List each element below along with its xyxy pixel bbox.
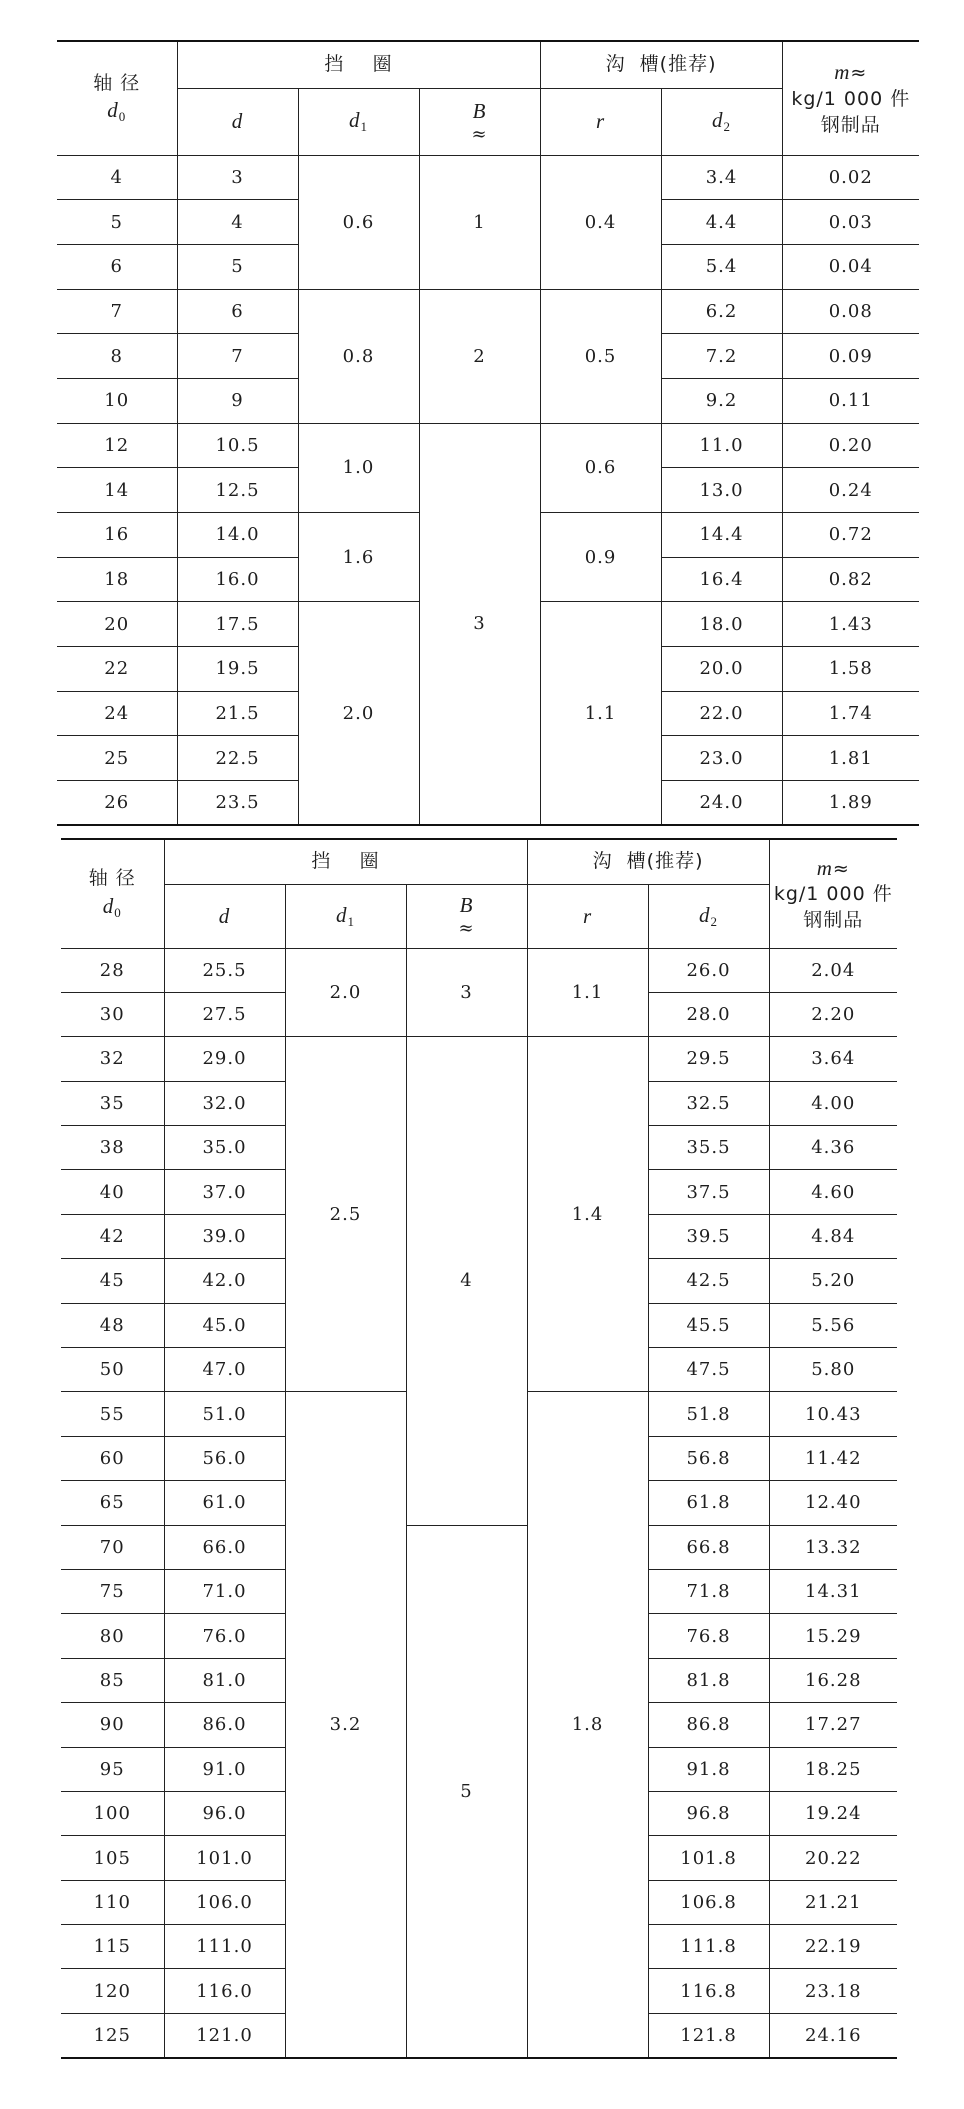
cell-b: 5 [406, 1525, 527, 2058]
cell-d0: 30 [61, 992, 164, 1036]
cell-d: 19.5 [177, 647, 298, 692]
cell-m: 2.20 [769, 992, 897, 1036]
cell-b: 4 [406, 1037, 527, 1525]
cell-d2: 96.8 [648, 1791, 769, 1835]
cell-m: 0.03 [782, 200, 919, 245]
cell-d0: 48 [61, 1303, 164, 1347]
cell-b: 2 [419, 289, 540, 423]
cell-d2: 29.5 [648, 1037, 769, 1081]
cell-d2: 32.5 [648, 1081, 769, 1125]
cell-r: 1.8 [527, 1392, 648, 2058]
cell-d: 29.0 [164, 1037, 285, 1081]
cell-d1: 0.6 [298, 155, 419, 289]
cell-d: 101.0 [164, 1836, 285, 1880]
cell-d2: 121.8 [648, 2013, 769, 2057]
retaining-ring-header: 挡 圈 [177, 41, 540, 88]
cell-d: 23.5 [177, 781, 298, 826]
cell-d0: 22 [57, 647, 177, 692]
cell-d: 39.0 [164, 1214, 285, 1258]
cell-d0: 25 [57, 736, 177, 781]
cell-d0: 45 [61, 1259, 164, 1303]
cell-m: 0.08 [782, 289, 919, 334]
cell-d0: 50 [61, 1348, 164, 1392]
col-d2-header: $d_2$ [648, 884, 769, 948]
cell-d: 51.0 [164, 1392, 285, 1436]
cell-d0: 55 [61, 1392, 164, 1436]
cell-d: 96.0 [164, 1791, 285, 1835]
cell-d2: 47.5 [648, 1348, 769, 1392]
cell-m: 13.32 [769, 1525, 897, 1569]
cell-d2: 66.8 [648, 1525, 769, 1569]
cell-d: 91.0 [164, 1747, 285, 1791]
cell-d0: 32 [61, 1037, 164, 1081]
cell-m: 5.20 [769, 1259, 897, 1303]
cell-d2: 3.4 [661, 155, 782, 200]
cell-d0: 120 [61, 1969, 164, 2013]
cell-m: 22.19 [769, 1925, 897, 1969]
cell-d: 9 [177, 378, 298, 423]
shaft-diameter-header: 轴 径 $d_0$ [61, 839, 164, 948]
cell-d0: 75 [61, 1569, 164, 1613]
cell-d0: 5 [57, 200, 177, 245]
cell-r: 1.1 [540, 602, 661, 825]
cell-d2: 5.4 [661, 244, 782, 289]
cell-m: 3.64 [769, 1037, 897, 1081]
cell-r: 0.9 [540, 513, 661, 602]
col-r-header: r [540, 88, 661, 155]
cell-d: 71.0 [164, 1569, 285, 1613]
cell-r: 1.1 [527, 948, 648, 1037]
cell-d2: 9.2 [661, 378, 782, 423]
cell-d0: 40 [61, 1170, 164, 1214]
cell-d0: 105 [61, 1836, 164, 1880]
cell-d0: 12 [57, 423, 177, 468]
cell-d: 22.5 [177, 736, 298, 781]
cell-m: 16.28 [769, 1658, 897, 1702]
cell-d2: 16.4 [661, 557, 782, 602]
cell-d2: 111.8 [648, 1925, 769, 1969]
cell-d2: 45.5 [648, 1303, 769, 1347]
cell-m: 0.82 [782, 557, 919, 602]
cell-d0: 7 [57, 289, 177, 334]
cell-m: 10.43 [769, 1392, 897, 1436]
cell-d2: 61.8 [648, 1481, 769, 1525]
cell-m: 12.40 [769, 1481, 897, 1525]
cell-d1: 2.5 [285, 1037, 406, 1392]
cell-d0: 24 [57, 691, 177, 736]
cell-d2: 6.2 [661, 289, 782, 334]
cell-b: 3 [406, 948, 527, 1037]
groove-header: 沟 槽(推荐) [540, 41, 782, 88]
cell-d0: 95 [61, 1747, 164, 1791]
cell-m: 24.16 [769, 2013, 897, 2057]
cell-r: 1.4 [527, 1037, 648, 1392]
shaft-diameter-header: 轴 径 $d_0$ [57, 41, 177, 155]
cell-d: 111.0 [164, 1925, 285, 1969]
cell-d0: 65 [61, 1481, 164, 1525]
cell-d0: 110 [61, 1880, 164, 1924]
cell-m: 23.18 [769, 1969, 897, 2013]
cell-d: 21.5 [177, 691, 298, 736]
cell-d2: 86.8 [648, 1703, 769, 1747]
cell-m: 1.89 [782, 781, 919, 826]
cell-m: 0.04 [782, 244, 919, 289]
cell-m: 21.21 [769, 1880, 897, 1924]
cell-d0: 4 [57, 155, 177, 200]
cell-d0: 115 [61, 1925, 164, 1969]
cell-d2: 76.8 [648, 1614, 769, 1658]
cell-d2: 26.0 [648, 948, 769, 992]
cell-d: 47.0 [164, 1348, 285, 1392]
cell-d2: 7.2 [661, 334, 782, 379]
retaining-ring-table-1 [57, 40, 919, 826]
cell-d0: 42 [61, 1214, 164, 1258]
cell-d2: 37.5 [648, 1170, 769, 1214]
cell-d1: 0.8 [298, 289, 419, 423]
cell-m: 2.04 [769, 948, 897, 992]
table-row [57, 155, 919, 200]
cell-d0: 16 [57, 513, 177, 558]
cell-d: 6 [177, 289, 298, 334]
retaining-ring-table-2 [61, 838, 897, 2059]
table-row [61, 1037, 897, 1081]
cell-m: 5.80 [769, 1348, 897, 1392]
table-row [61, 948, 897, 992]
table-row [57, 289, 919, 334]
cell-d0: 14 [57, 468, 177, 513]
col-b-header: B ≈ [419, 88, 540, 155]
mass-header: m≈ kg/1 000 件 钢制品 [782, 41, 919, 155]
cell-d: 42.0 [164, 1259, 285, 1303]
cell-m: 14.31 [769, 1569, 897, 1613]
cell-d: 10.5 [177, 423, 298, 468]
cell-d2: 81.8 [648, 1658, 769, 1702]
cell-d: 5 [177, 244, 298, 289]
cell-d2: 116.8 [648, 1969, 769, 2013]
cell-d: 37.0 [164, 1170, 285, 1214]
cell-d: 106.0 [164, 1880, 285, 1924]
groove-header: 沟 槽(推荐) [527, 839, 769, 884]
cell-d: 116.0 [164, 1969, 285, 2013]
cell-d2: 71.8 [648, 1569, 769, 1613]
cell-d1: 1.0 [298, 423, 419, 512]
cell-d2: 13.0 [661, 468, 782, 513]
cell-d: 76.0 [164, 1614, 285, 1658]
mass-header: m≈ kg/1 000 件 钢制品 [769, 839, 897, 948]
cell-d: 81.0 [164, 1658, 285, 1702]
cell-m: 4.84 [769, 1214, 897, 1258]
cell-d: 12.5 [177, 468, 298, 513]
cell-m: 4.60 [769, 1170, 897, 1214]
col-b-header: B ≈ [406, 884, 527, 948]
cell-d0: 18 [57, 557, 177, 602]
cell-d2: 11.0 [661, 423, 782, 468]
cell-m: 4.36 [769, 1126, 897, 1170]
cell-d: 25.5 [164, 948, 285, 992]
cell-d1: 3.2 [285, 1392, 406, 2058]
cell-m: 0.24 [782, 468, 919, 513]
cell-d0: 8 [57, 334, 177, 379]
cell-d2: 35.5 [648, 1126, 769, 1170]
cell-m: 1.81 [782, 736, 919, 781]
cell-d: 27.5 [164, 992, 285, 1036]
cell-m: 0.20 [782, 423, 919, 468]
cell-m: 4.00 [769, 1081, 897, 1125]
cell-m: 15.29 [769, 1614, 897, 1658]
cell-d: 32.0 [164, 1081, 285, 1125]
cell-d: 121.0 [164, 2013, 285, 2057]
cell-r: 0.5 [540, 289, 661, 423]
cell-m: 19.24 [769, 1791, 897, 1835]
cell-d0: 90 [61, 1703, 164, 1747]
cell-m: 11.42 [769, 1436, 897, 1480]
cell-d: 45.0 [164, 1303, 285, 1347]
cell-d: 14.0 [177, 513, 298, 558]
cell-d0: 26 [57, 781, 177, 826]
cell-m: 0.09 [782, 334, 919, 379]
cell-d2: 106.8 [648, 1880, 769, 1924]
cell-d1: 2.0 [285, 948, 406, 1037]
cell-d: 61.0 [164, 1481, 285, 1525]
cell-d2: 20.0 [661, 647, 782, 692]
cell-r: 0.6 [540, 423, 661, 512]
col-r-header: r [527, 884, 648, 948]
cell-r: 0.4 [540, 155, 661, 289]
col-d1-header: $d_1$ [298, 88, 419, 155]
col-d1-header: $d_1$ [285, 884, 406, 948]
cell-d0: 6 [57, 244, 177, 289]
cell-d0: 100 [61, 1791, 164, 1835]
cell-d2: 51.8 [648, 1392, 769, 1436]
cell-b: 1 [419, 155, 540, 289]
cell-d2: 28.0 [648, 992, 769, 1036]
cell-d: 4 [177, 200, 298, 245]
table-row [57, 423, 919, 468]
cell-d2: 42.5 [648, 1259, 769, 1303]
cell-m: 0.11 [782, 378, 919, 423]
cell-d0: 20 [57, 602, 177, 647]
table-row [61, 1525, 897, 1569]
cell-d2: 4.4 [661, 200, 782, 245]
cell-d: 3 [177, 155, 298, 200]
cell-m: 1.58 [782, 647, 919, 692]
cell-m: 1.43 [782, 602, 919, 647]
cell-d0: 125 [61, 2013, 164, 2057]
cell-m: 20.22 [769, 1836, 897, 1880]
cell-d0: 70 [61, 1525, 164, 1569]
cell-m: 0.72 [782, 513, 919, 558]
col-d-header: d [164, 884, 285, 948]
cell-d2: 39.5 [648, 1214, 769, 1258]
cell-d2: 23.0 [661, 736, 782, 781]
cell-d1: 1.6 [298, 513, 419, 602]
col-d-header: d [177, 88, 298, 155]
cell-d0: 60 [61, 1436, 164, 1480]
cell-d: 17.5 [177, 602, 298, 647]
col-d2-header: $d_2$ [661, 88, 782, 155]
cell-d0: 85 [61, 1658, 164, 1702]
cell-d: 86.0 [164, 1703, 285, 1747]
cell-m: 0.02 [782, 155, 919, 200]
cell-d: 16.0 [177, 557, 298, 602]
cell-m: 18.25 [769, 1747, 897, 1791]
cell-d2: 101.8 [648, 1836, 769, 1880]
cell-d2: 56.8 [648, 1436, 769, 1480]
cell-d0: 38 [61, 1126, 164, 1170]
cell-m: 1.74 [782, 691, 919, 736]
cell-d: 66.0 [164, 1525, 285, 1569]
cell-d: 7 [177, 334, 298, 379]
cell-d2: 91.8 [648, 1747, 769, 1791]
cell-d0: 28 [61, 948, 164, 992]
cell-d: 56.0 [164, 1436, 285, 1480]
cell-d: 35.0 [164, 1126, 285, 1170]
cell-d0: 35 [61, 1081, 164, 1125]
cell-d0: 10 [57, 378, 177, 423]
cell-b: 3 [419, 423, 540, 825]
cell-d2: 14.4 [661, 513, 782, 558]
cell-d2: 22.0 [661, 691, 782, 736]
cell-d0: 80 [61, 1614, 164, 1658]
cell-d2: 18.0 [661, 602, 782, 647]
cell-m: 17.27 [769, 1703, 897, 1747]
cell-d2: 24.0 [661, 781, 782, 826]
retaining-ring-header: 挡 圈 [164, 839, 527, 884]
cell-d1: 2.0 [298, 602, 419, 825]
cell-m: 5.56 [769, 1303, 897, 1347]
